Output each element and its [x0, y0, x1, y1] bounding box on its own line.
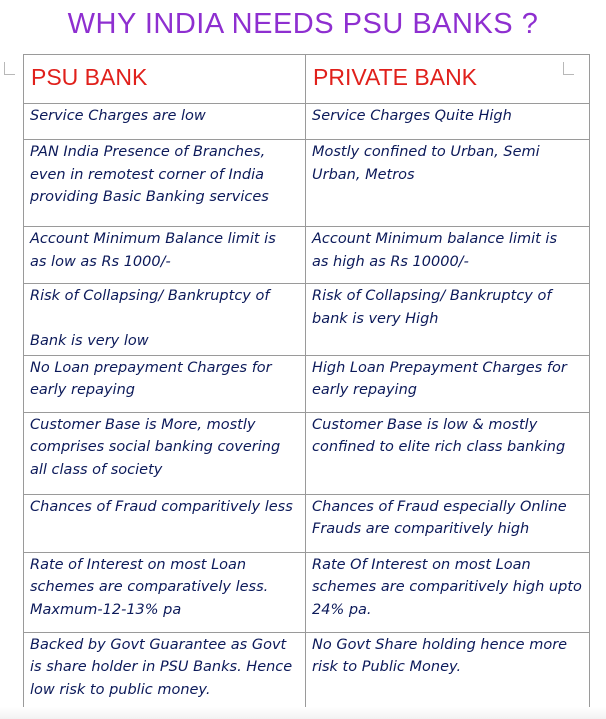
psu-cell-text: Customer Base is More, mostly comprises social banking covering all class of society: [30, 416, 281, 478]
private-cell: [306, 227, 590, 284]
private-cell: [306, 412, 590, 494]
table-row: [24, 552, 590, 632]
table-row: [24, 632, 590, 714]
comparison-table: [23, 54, 590, 715]
private-cell-text: Account Minimum balance limit is as high as Rs 10000/-: [312, 231, 557, 270]
private-cell: [306, 104, 590, 140]
psu-cell-text: Chances of Fraud comparitively less: [30, 498, 293, 515]
private-cell-text: Chances of Fraud especially Online Frauds are comparitively high: [312, 498, 567, 537]
psu-cell: [24, 104, 306, 140]
corner-mark-left: [4, 62, 15, 75]
private-cell-text: Customer Base is low & mostly confined to elite rich class banking: [312, 416, 566, 455]
private-cell-text: No Govt Share holding hence more risk to Public Money.: [312, 636, 568, 675]
table-row: [24, 284, 590, 356]
psu-cell: [24, 494, 306, 552]
header-private-bank: PRIVATE BANK: [306, 55, 590, 104]
psu-cell-text: Risk of Collapsing/ Bankruptcy of Bank is very low: [30, 288, 270, 349]
table-row: [24, 494, 590, 552]
private-cell: [306, 355, 590, 412]
psu-cell: [24, 552, 306, 632]
table-row: [24, 355, 590, 412]
private-cell: [306, 284, 590, 356]
psu-cell-text: Account Minimum Balance limit is as low as Rs 1000/-: [30, 231, 276, 270]
psu-cell-text: Rate of Interest on most Loan schemes are comparatively less. Maxmum-12-13% pa: [30, 556, 269, 618]
table-row: [24, 104, 590, 140]
psu-cell-text: Backed by Govt Guarantee as Govt is share holder in PSU Banks. Hence low risk to public money.: [30, 636, 293, 698]
psu-cell: [24, 227, 306, 284]
header-row: [24, 55, 590, 104]
psu-cell: [24, 412, 306, 494]
header-psu-bank: PSU BANK: [24, 55, 306, 104]
table-row: [24, 412, 590, 494]
private-cell-text: Service Charges Quite High: [312, 108, 512, 124]
psu-cell: [24, 284, 306, 356]
private-cell-text: Risk of Collapsing/ Bankruptcy of bank is very High: [312, 288, 552, 327]
private-cell-text: High Loan Prepayment Charges for early repaying: [312, 359, 567, 398]
psu-cell: [24, 632, 306, 714]
private-cell: [306, 140, 590, 227]
psu-cell-text: Service Charges are low: [30, 108, 206, 124]
table-row: [24, 140, 590, 227]
private-cell-text: Mostly confined to Urban, Semi Urban, Metros: [312, 144, 540, 183]
psu-cell-text: PAN India Presence of Branches, even in remotest corner of India providing Basic Banking services: [30, 144, 269, 205]
table-row: [24, 227, 590, 284]
psu-cell: [24, 355, 306, 412]
psu-cell-text: No Loan prepayment Charges for early repaying: [30, 359, 272, 398]
private-cell: [306, 552, 590, 632]
page-title: WHY INDIA NEEDS PSU BANKS ?: [67, 8, 539, 40]
private-cell: [306, 494, 590, 552]
bottom-edge: [0, 707, 606, 719]
private-cell: [306, 632, 590, 714]
psu-cell: [24, 140, 306, 227]
private-cell-text: Rate Of Interest on most Loan schemes are comparitively high upto 24% pa.: [312, 556, 582, 618]
